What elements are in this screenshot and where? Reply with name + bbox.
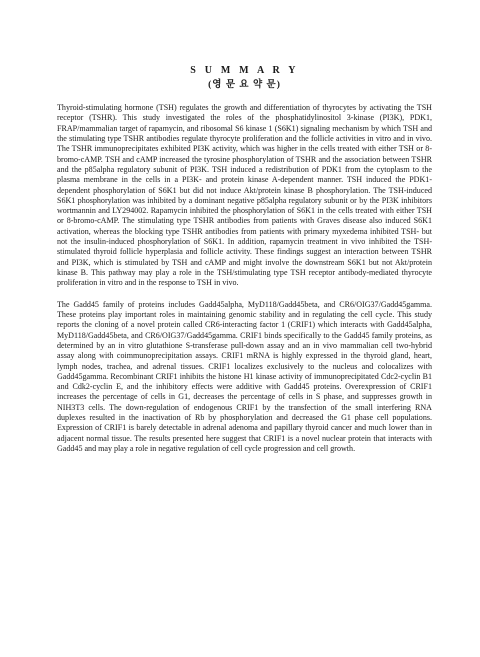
paragraph-tsh-receptor: Thyroid-stimulating hormone (TSH) regulates the growth and differentiation of thyrocytes by activating the TSH receptor (TSHR). This study investigated the roles of the phosphatidylinositol 3-kinase (PI3K), PDK1, FRAP/mammalian target of rapamycin, and ribosomal S6 kinase 1 (S6K1) signaling mechanism by which TSH and the stimulating type TSHR antibodies regulate thyrocyte proliferation and the follicle activities in vitro and in vivo. The TSHR immunoprecipitates exhibited PI3K activity, which was higher in the cells treated with either TSH or 8-bromo-cAMP. TSH and cAMP increased the tyrosine phosphorylation of TSHR and the association between TSHR and the p85alpha regulatory subunit of PI3K. TSH induced a redistribution of PDK1 from the cytoplasm to the plasma membrane in the cells in a PI3K- and protein kinase A-dependent manner. TSH induced the PDK1-dependent phosphorylation of S6K1 but did not induce Akt/protein kinase B phosphorylation. The TSH-induced S6K1 phosphorylation was inhibited by a dominant negative p85alpha regulatory subunit or by the PI3K inhibitors wortmannin and LY294002. Rapamycin inhibited the phosphorylation of S6K1 in the cells treated with either TSH or 8-bromo-cAMP. The stimulating type TSHR antibodies from patients with Graves disease also induced S6K1 activation, whereas the blocking type TSHR antibodies from patients with primary myxedema inhibited TSH- but not the insulin-induced phosphorylation of S6K1. In addition, rapamycin treatment in vivo inhibited the TSH-stimulated thyroid follicle hyperplasia and follicle activity. These findings suggest an interaction between TSHR and PI3K, which is stimulated by TSH and cAMP and might involve the downstream S6K1 but not Akt/protein kinase B. This pathway may play a role in the TSH/stimulating type TSH receptor antibody-mediated thyrocyte proliferation in vitro and in the response to TSH in vivo. (57, 103, 432, 288)
summary-heading: S U M M A R Y (190, 65, 299, 76)
document-page (57, 64, 432, 454)
paragraph-gadd45-crif1: The Gadd45 family of proteins includes Gadd45alpha, MyD118/Gadd45beta, and CR6/OIG37/Gadd45gamma. These proteins play important roles in maintaining genomic stability and in regulating the cell cycle. This study reports the cloning of a novel protein called CR6-interacting factor 1 (CRIF1) which interacts with Gadd45alpha, MyD118/Gadd45beta, and CR6/OIG37/Gadd45gamma. CRIF1 binds specifically to the Gadd45 family proteins, as determined by an in vitro glutathione S-transferase pull-down assay and an in vivo mammalian cell two-hybrid assay along with coimmunoprecipitation assays. CRIF1 mRNA is highly expressed in the thyroid gland, heart, lymph nodes, trachea, and adrenal tissues. CRIF1 localizes exclusively to the nucleus and colocalizes with Gadd45gamma. Recombinant CRIF1 inhibits the histone H1 kinase activity of immunoprecipitated Cdc2-cyclin B1 and Cdk2-cyclin E, and the inhibitory effects were additive with Gadd45 proteins. Overexpression of CRIF1 increases the percentage of cells in G1, decreases the percentage of cells in S phase, and suppresses growth in NIH3T3 cells. The down-regulation of endogenous CRIF1 by the transfection of the small interfering RNA duplexes resulted in the inactivation of Rb by phosphorylation and decreased the G1 phase cell populations. Expression of CRIF1 is barely detectable in adrenal adenoma and papillary thyroid cancer and much lower than in adjacent normal tissue. The results presented here suggest that CRIF1 is a novel nuclear protein that interacts with Gadd45 and may play a role in negative regulation of cell cycle progression and cell growth. (57, 299, 432, 453)
summary-subheading: (영 문 요 약 문) (208, 80, 281, 90)
